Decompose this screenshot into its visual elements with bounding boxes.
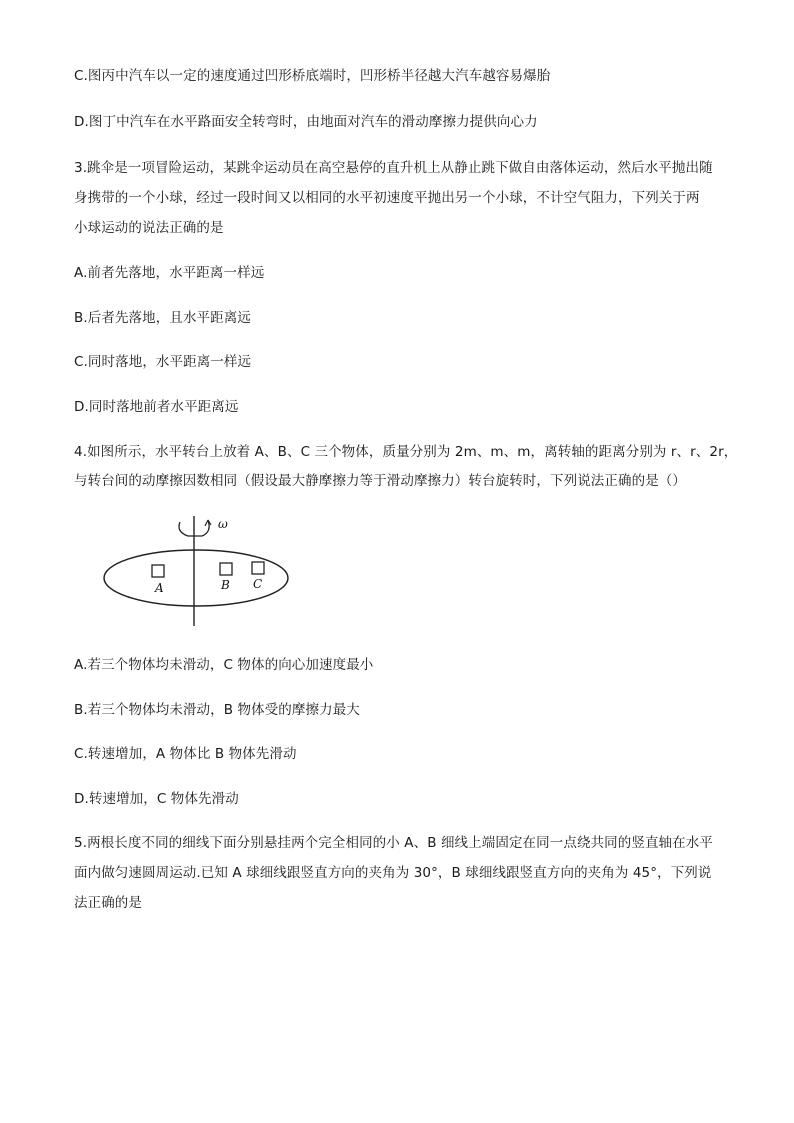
question-4-option-a: A.若三个物体均未滑动，C 物体的向心加速度最小: [74, 657, 374, 673]
question-5-line-2: 面内做匀速圆周运动.已知 A 球细线跟竖直方向的夹角为 30°，B 球细线跟竖直方向的夹角为 45°，下列说: [74, 865, 712, 881]
question-4-line-2: 与转台间的动摩擦因数相同（假设最大静摩擦力等于滑动摩擦力）转台旋转时，下列说法正确的是（）: [74, 473, 686, 489]
question-3-option-d: D.同时落地前者水平距离远: [74, 399, 239, 415]
object-c: [252, 562, 264, 574]
question-4-option-d: D.转速增加，C 物体先滑动: [74, 791, 239, 807]
turntable-figure: [72, 508, 292, 628]
question-3-line-2: 身携带的一个小球，经过一段时间又以相同的水平初速度平抛出另一个小球，不计空气阻力，下列关于两: [74, 190, 700, 206]
question-5-line-3: 法正确的是: [74, 895, 142, 911]
omega-label: ω: [218, 517, 228, 531]
question-3-option-c: C.同时落地，水平距离一样远: [74, 354, 252, 370]
question-4-option-c: C.转速增加，A 物体比 B 物体先滑动: [74, 746, 297, 762]
question-3-option-a: A.前者先落地，水平距离一样远: [74, 265, 265, 281]
option-3c-prev: C.图丙中汽车以一定的速度通过凹形桥底端时，凹形桥半径越大汽车越容易爆胎: [74, 68, 551, 84]
question-3-line-1: 3.跳伞是一项冒险运动，某跳伞运动员在高空悬停的直升机上从静止跳下做自由落体运动，然后水平抛出随: [74, 160, 713, 176]
question-4-option-b: B.若三个物体均未滑动，B 物体受的摩擦力最大: [74, 702, 360, 718]
label-a: A: [155, 581, 164, 595]
object-b: [220, 563, 232, 575]
question-5-line-1: 5.两根长度不同的细线下面分别悬挂两个完全相同的小 A、B 细线上端固定在同一点绕共同的竖直轴在水平: [74, 835, 713, 851]
question-3-line-3: 小球运动的说法正确的是: [74, 220, 224, 236]
question-4-line-1: 4.如图所示，水平转台上放着 A、B、C 三个物体，质量分别为 2m、m、m，离转轴的距离分别为 r、r、2r，: [74, 444, 738, 460]
label-b: B: [221, 578, 230, 592]
label-c: C: [253, 577, 263, 591]
object-a: [152, 565, 164, 577]
question-3-option-b: B.后者先落地，且水平距离远: [74, 310, 251, 326]
option-3d-prev: D.图丁中汽车在水平路面安全转弯时，由地面对汽车的滑动摩擦力提供向心力: [74, 114, 538, 130]
